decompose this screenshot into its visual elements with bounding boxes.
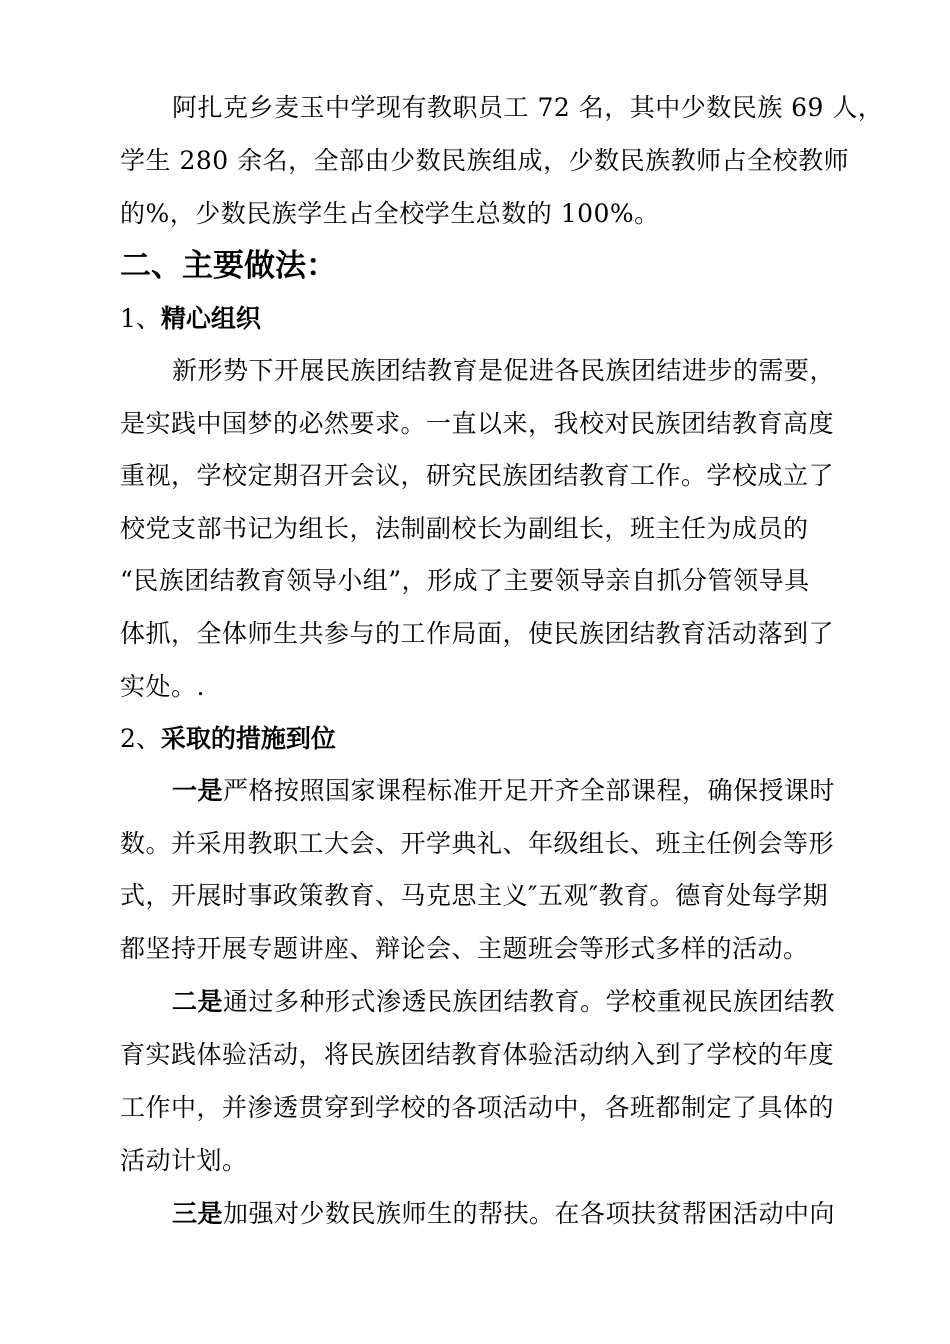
item1-line-4: 校党支部书记为组长，法制副校长为副组长，班主任为成员的 [120,514,809,543]
item2-p3-line-1 [172,1198,835,1230]
subheading-1 [120,303,261,335]
item2-p2-line-4: 活动计划。 [120,1146,248,1175]
item1-line-7: 实处。. [120,672,205,701]
subheading-2-title: 采取的措施到位 [160,724,336,753]
intro-line-3: 的%，少数民族学生占全校学生总数的 100%。 [120,199,660,228]
item1-line-6: 体抓，全体师生共参与的工作局面，使民族团结教育活动落到了 [120,619,835,648]
item2-p3-text: 加强对少数民族师生的帮扶。在各项扶贫帮困活动中向 [223,1199,836,1228]
item1-line-2: 是实践中国梦的必然要求。一直以来，我校对民族团结教育高度 [120,409,835,438]
subheading-1-number: 1、 [120,304,161,333]
item2-p1-lead: 一是 [172,776,224,805]
item2-p1-line-2: 数。并采用教职工大会、开学典礼、年级组长、班主任例会等形 [120,829,835,858]
item2-p1-line-4: 都坚持开展专题讲座、辩论会、主题班会等形式多样的活动。 [120,934,809,963]
section-heading: 二、主要做法： [120,248,337,284]
item2-p2-line-2: 育实践体验活动，将民族团结教育体验活动纳入到了学校的年度 [120,1040,835,1069]
item1-line-1: 新形势下开展民族团结教育是促进各民族团结进步的需要， [172,356,836,385]
intro-line-1: 阿扎克乡麦玉中学现有教职员工 72 名，其中少数民族 69 人， [172,93,884,122]
item2-p2-text: 通过多种形式渗透民族团结教育。学校重视民族团结教 [223,987,836,1016]
item1-line-5: “民族团结教育领导小组”，形成了主要领导亲自抓分管领导具 [120,566,810,595]
subheading-1-title: 精心组织 [160,304,261,333]
intro-line-2: 学生 280 余名，全部由少数民族组成，少数民族教师占全校教师 [120,146,850,175]
subheading-2-number: 2、 [120,724,161,753]
item2-p3-lead: 三是 [172,1199,224,1228]
item2-p2-line-3: 工作中，并渗透贯穿到学校的各项活动中，各班都制定了具体的 [120,1093,835,1122]
item2-p2-lead: 二是 [172,987,224,1016]
item2-p2-line-1 [172,986,835,1018]
item1-line-3: 重视，学校定期召开会议，研究民族团结教育工作。学校成立了 [120,461,835,490]
item2-p1-line-3: 式，开展时事政策教育、马克思主义″五观″教育。德育处每学期 [120,881,829,910]
item2-p1-line-1 [172,775,835,807]
item2-p1-text: 严格按照国家课程标准开足开齐全部课程，确保授课时 [223,776,836,805]
subheading-2 [120,723,336,755]
